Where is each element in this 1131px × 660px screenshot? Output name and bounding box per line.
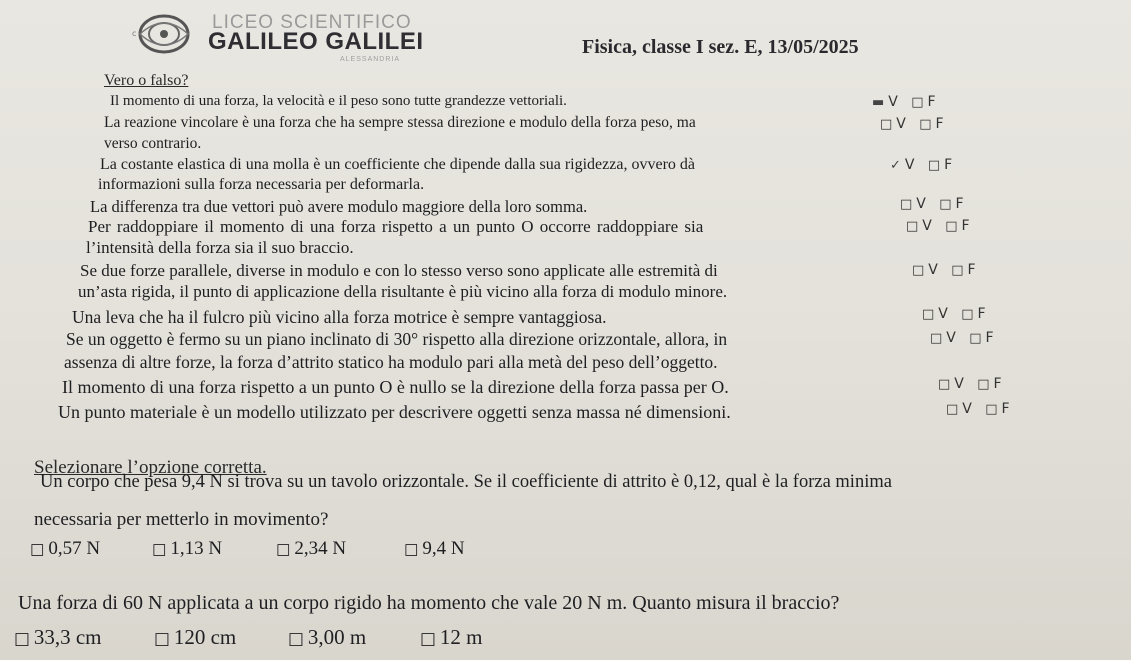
tf-options-10 [946, 401, 1010, 417]
tf-options-4 [900, 196, 964, 212]
tf-statement-3-line-2: informazioni sulla forza necessaria per deformarla. [98, 176, 425, 193]
checkbox-v[interactable]: □ [930, 331, 943, 346]
mc-q2-option-4[interactable]: □ 12 m [420, 625, 483, 649]
tf-statement-8-line-2: assenza di altre forze, la forza d’attrito statico ha modulo pari alla metà del peso dell’oggetto. [64, 352, 718, 372]
school-city: ALESSANDRIA [340, 56, 401, 63]
tf-options-8 [930, 330, 994, 346]
tf-options-5 [906, 218, 970, 234]
tf-statement-3-line-1: La costante elastica di una molla è un coefficiente che dipende dalla sua rigidezza, ovvero dà [100, 156, 695, 173]
tf-statement-8-line-1: Se un oggetto è fermo su un piano inclinato di 30° rispetto alla direzione orizzontale, allora, in [66, 329, 728, 349]
checkbox-f[interactable]: □ [961, 307, 974, 322]
checkbox[interactable]: □ [288, 628, 304, 648]
option-f[interactable]: F [1001, 401, 1010, 417]
checkbox[interactable]: □ [420, 628, 436, 648]
checkbox-f[interactable]: □ [945, 219, 958, 234]
school-name-line2: GALILEO GALILEI [208, 28, 424, 55]
checkbox[interactable]: □ [404, 540, 419, 558]
tf-statement-6-line-2: un’asta rigida, il punto di applicazione della risultante è più vicino alla forza di modulo minore. [78, 282, 728, 301]
section2-title: Selezionare l’opzione corretta. [34, 457, 267, 478]
option-v[interactable]: V [946, 330, 956, 346]
tf-options-3 [890, 157, 952, 173]
option-v[interactable]: V [916, 196, 926, 212]
mc-q1-option-4[interactable]: □ 9,4 N [404, 538, 465, 559]
mc-q1-option-1[interactable]: □ 0,57 N [30, 538, 101, 559]
tf-options-9 [938, 376, 1002, 392]
school-logo [130, 8, 200, 60]
checkbox[interactable]: □ [154, 628, 170, 648]
tf-options-2 [880, 116, 944, 132]
checkbox-f[interactable]: □ [969, 331, 982, 346]
tf-statement-9-line-1: Il momento di una forza rispetto a un punto O è nullo se la direzione della forza passa per O. [62, 377, 729, 397]
tf-statement-1-line-1: Il momento di una forza, la velocità e il peso sono tutte grandezze vettoriali. [110, 93, 567, 109]
mc-q2-option-2[interactable]: □ 120 cm [154, 625, 237, 649]
tf-statement-2-line-2: verso contrario. [104, 135, 202, 152]
option-f[interactable]: F [985, 330, 994, 346]
section1-title: Vero o falso? [104, 72, 189, 89]
checkbox-v[interactable]: □ [938, 377, 951, 392]
tf-options-1 [872, 94, 936, 110]
option-f[interactable]: F [955, 196, 964, 212]
option-v[interactable]: V [954, 376, 964, 392]
checkbox-v[interactable]: □ [946, 402, 959, 417]
mc-question-1-line-2: necessaria per metterlo in movimento? [34, 509, 329, 530]
option-f[interactable]: F [935, 116, 944, 132]
tf-options-6 [912, 262, 976, 278]
tf-statement-6-line-1: Se due forze parallele, diverse in modulo e con lo stesso verso sono applicate alle estremità di [80, 261, 718, 280]
option-v[interactable]: V [962, 401, 972, 417]
checkbox-v[interactable]: □ [906, 219, 919, 234]
checked-mark-icon: ▬ [872, 95, 885, 110]
mc-q2-option-3[interactable]: □ 3,00 m [288, 625, 367, 649]
option-v[interactable]: V [922, 218, 932, 234]
checkbox[interactable]: □ [30, 540, 45, 558]
checkbox-f[interactable]: □ [985, 402, 998, 417]
checkbox-f[interactable]: □ [911, 95, 924, 110]
checkbox-v[interactable]: □ [880, 117, 893, 132]
tf-statement-7-line-1: Una leva che ha il fulcro più vicino alla forza motrice è sempre vantaggiosa. [72, 307, 607, 327]
tf-statement-10-line-1: Un punto materiale è un modello utilizzato per descrivere oggetti senza massa né dimensioni. [58, 402, 731, 422]
tf-statement-2-line-1: La reazione vincolare è una forza che ha sempre stessa direzione e modulo della forza peso, ma [104, 114, 696, 131]
tf-statement-4-line-1: La differenza tra due vettori può avere modulo maggiore della loro somma. [90, 197, 588, 216]
checkbox-f[interactable]: □ [977, 377, 990, 392]
option-f[interactable]: F [927, 94, 936, 110]
check-mark-icon: ✓ [890, 158, 901, 173]
mc-question-2-line-1: Una forza di 60 N applicata a un corpo rigido ha momento che vale 20 N m. Quanto misura il braccio? [18, 592, 840, 614]
option-v[interactable]: V [928, 262, 938, 278]
mc-q2-option-1[interactable]: □ 33,3 cm [14, 625, 102, 649]
tf-options-7 [922, 306, 986, 322]
mc-q1-option-3[interactable]: □ 2,34 N [276, 538, 347, 559]
checkbox-v[interactable]: □ [900, 197, 913, 212]
option-v[interactable]: V [904, 157, 915, 173]
checkbox-f[interactable]: □ [927, 158, 941, 173]
option-v[interactable]: V [938, 306, 948, 322]
mc-question-1-line-1: Un corpo che pesa 9,4 N si trova su un tavolo orizzontale. Se il coefficiente di attrito è 0,12, qual è la forza minima [40, 472, 892, 492]
checkbox[interactable]: □ [14, 628, 30, 648]
option-v[interactable]: V [896, 116, 906, 132]
checkbox-v[interactable]: □ [922, 307, 935, 322]
svg-text:c: c [132, 29, 137, 38]
subject-header: Fisica, classe I sez. E, 13/05/2025 [582, 36, 859, 58]
option-f[interactable]: F [961, 218, 970, 234]
checkbox-v[interactable]: □ [912, 263, 925, 278]
checkbox-f[interactable]: □ [939, 197, 952, 212]
mc-q1-option-2[interactable]: □ 1,13 N [152, 538, 223, 559]
option-v[interactable]: V [888, 94, 898, 110]
school-name-line1: LICEO SCIENTIFICO [212, 12, 412, 33]
checkbox-f[interactable]: □ [919, 117, 932, 132]
tf-statement-5-line-1: Per raddoppiare il momento di una forza rispetto a un punto O occorre raddoppiare sia [88, 217, 704, 236]
option-f[interactable]: F [967, 262, 976, 278]
option-f[interactable]: F [977, 306, 986, 322]
checkbox-f[interactable]: □ [951, 263, 964, 278]
option-f[interactable]: F [993, 376, 1002, 392]
option-f[interactable]: F [944, 157, 953, 173]
checkbox[interactable]: □ [276, 540, 291, 558]
checkbox[interactable]: □ [152, 540, 167, 558]
tf-statement-5-line-2: l’intensità della forza sia il suo braccio. [86, 238, 354, 257]
